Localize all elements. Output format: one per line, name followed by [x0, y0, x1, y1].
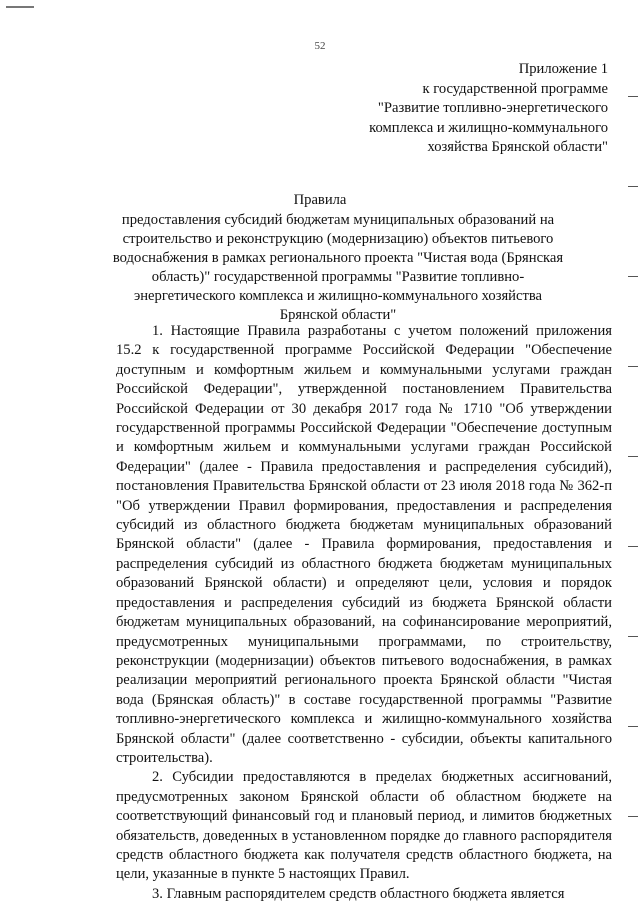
scan-edge-mark [628, 186, 638, 187]
scan-edge-mark [628, 546, 638, 547]
appendix-header [308, 60, 608, 158]
scan-corner-mark [6, 0, 34, 8]
appendix-line: комплекса и жилищно-коммунального [369, 119, 608, 136]
appendix-line: хозяйства Брянской области" [427, 139, 608, 155]
appendix-line: "Развитие топливно-энергетического [377, 100, 608, 116]
paragraph-2: 2. Субсидии предоставляются в пределах бюджетных ассигнований, предусмотренных законом Брянской области об областном бюджете на соответствующий финансовый год и плановый период, и лимитов бюджетных обязательств, доведенных в установленном порядке до главного распорядителя средств областного бюджета как получателя средств областного бюджета, на цели, указанные в пункте 5 настоящих Правил. [116, 769, 612, 883]
appendix-line: к государственной программе [422, 80, 608, 97]
scan-edge-mark [628, 366, 638, 367]
scan-edge-mark [628, 636, 638, 637]
appendix-line: Приложение 1 [518, 61, 608, 77]
document-title: Правила [293, 192, 347, 208]
scan-edge-mark [628, 726, 638, 727]
document-body [116, 322, 612, 904]
scan-edge-mark [628, 456, 638, 457]
paragraph-3: 3. Главным распорядителем средств областного бюджета является [152, 885, 565, 902]
scan-edge-mark [628, 276, 638, 277]
paragraph-1: 1. Настоящие Правила разработаны с учетом положений приложения 15.2 к государственной программе Российской Федерации "Обеспечение доступным и комфортным жильем и коммунальными услугами граждан Российской Федерации", утвержденной постановлением Правительства Российской Федерации от 30 декабря 2017 года № 1710 "Об утверждении государственной программы Российской Федерации "Обеспечение доступным и комфортным жильем и коммунальными услугами граждан Российской Федерации" (далее - Правила предоставления и распределения субсидий), постановления Правительства Брянской области от 23 июля 2018 года № 362-п "Об утверждении Правил формирования, предоставления и распределения субсидий из областного бюджета бюджетам муниципальных образований Брянской области" (далее - Правила формирования, предоставления и распределения субсидий из областного бюджета бюджетам муниципальных образований Брянской области) и определяют цели, условия и порядок предоставления и распределения субсидий из бюджета Брянской области бюджетам муниципальных образований, на софинансирование мероприятий, предусмотренных муниципальными программами, по строительству, реконструкции (модернизации) объектов питьевого водоснабжения, в рамках реализации мероприятий регионального проекта Брянской области "Чистая вода (Брянская область)" в составе государственной программы "Развитие топливно-энергетического комплекса и жилищно-коммунального хозяйства Брянской области" (далее соответственно - субсидии, объекты капитального строительства). [116, 323, 612, 766]
document-subtitle: предоставления субсидий бюджетам муниципальных образований на строительство и реконструкцию (модернизацию) объектов питьевого водоснабжения в рамках регионального проекта "Чистая вода (Брянская область)" государственной программы "Развитие топливно-энергетического комплекса и жилищно-коммунального хозяйства Брянской области" [112, 212, 564, 323]
page-number: 52 [314, 40, 326, 52]
scan-edge-mark [628, 816, 638, 817]
scan-edge-mark [628, 96, 638, 97]
